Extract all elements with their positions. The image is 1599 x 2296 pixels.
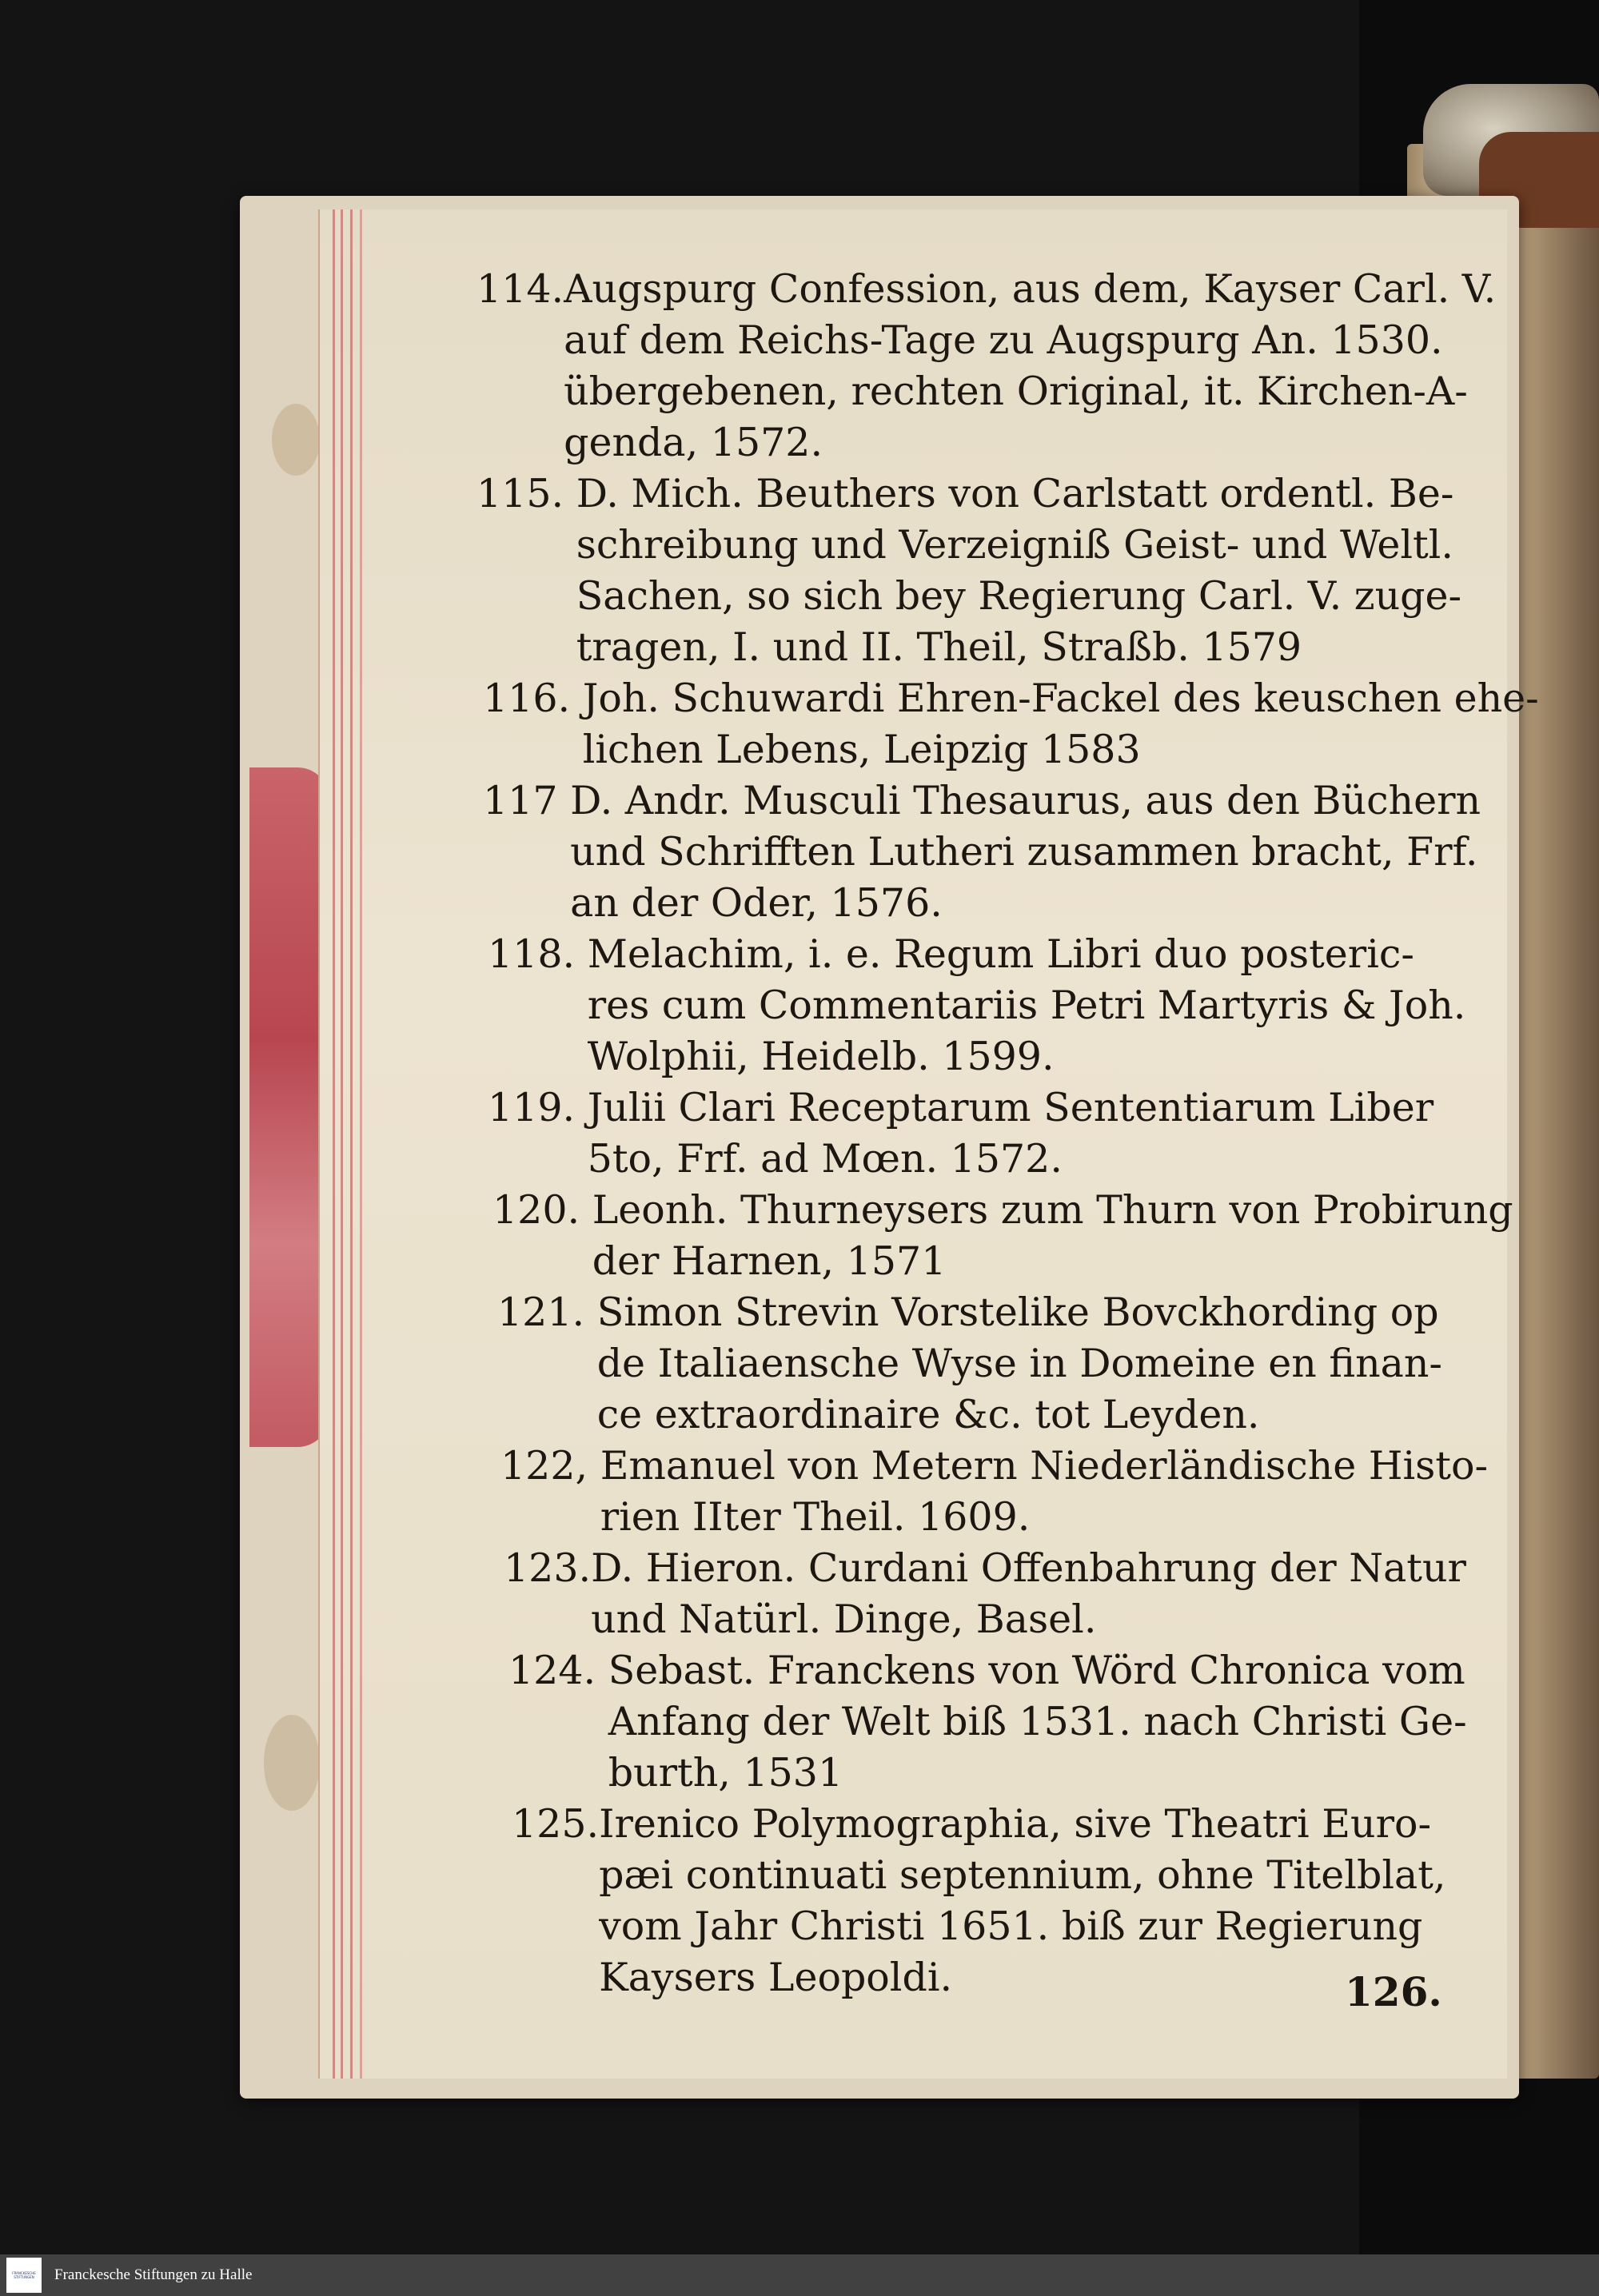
catalogue-entry <box>477 264 1497 468</box>
catalogue-entry <box>492 1185 1513 1287</box>
cover-stain <box>264 1715 320 1811</box>
entry-line: Kaysers Leopoldi. <box>599 1955 953 2000</box>
entry-line: de Italiaensche Wyse in Domeine en finan- <box>596 1341 1442 1386</box>
entry-line: Wolphii, Heidelb. 1599. <box>587 1034 1055 1079</box>
entry-number: 122, <box>500 1443 600 1489</box>
entry-line: vom Jahr Christi 1651. biß zur Regierung <box>599 1903 1423 1949</box>
entry-line: und Schrifften Lutheri zusammen bracht, Frf. <box>570 829 1478 875</box>
entry-line: Sebast. Franckens von Wörd Chronica vom <box>608 1648 1465 1693</box>
entry-line: D. Andr. Musculi Thesaurus, aus den Büchern <box>570 778 1481 823</box>
entry-line: Joh. Schuwardi Ehren-Fackel des keuschen ehe- <box>582 676 1539 721</box>
entry-number: 116. <box>483 676 583 721</box>
institution-name: Franckesche Stiftungen zu Halle <box>54 2266 253 2283</box>
entry-number: 119. <box>488 1085 588 1130</box>
catalogue-entry <box>488 929 1466 1082</box>
entry-line: genda, 1572. <box>564 420 823 465</box>
footer-bar <box>0 2254 1599 2296</box>
entry-text <box>570 775 1481 929</box>
catalogue-entry <box>497 1287 1442 1441</box>
entry-line: pæi continuati septennium, ohne Titelblat, <box>599 1852 1446 1898</box>
margin-rule <box>360 209 362 2079</box>
margin-rule <box>333 209 335 2079</box>
entry-line: Anfang der Welt biß 1531. nach Christi Ge- <box>608 1699 1467 1744</box>
entry-line: an der Oder, 1576. <box>570 880 943 926</box>
entry-text <box>592 1185 1513 1287</box>
entry-line: Emanuel von Metern Niederländische Histo- <box>600 1443 1489 1489</box>
entry-line: der Harnen, 1571 <box>592 1238 947 1284</box>
catalogue-entry <box>488 1082 1436 1185</box>
entry-text <box>583 673 1539 775</box>
institution-logo <box>6 2258 42 2293</box>
entry-number: 124. <box>508 1648 608 1693</box>
entry-number: 125. <box>512 1801 600 1847</box>
catalogue-entry <box>483 673 1539 775</box>
catalogue-entries <box>477 264 1539 2003</box>
entry-line: rien IIter Theil. 1609. <box>600 1494 1031 1540</box>
red-marbled-flap <box>249 767 329 1447</box>
entry-line: D. Mich. Beuthers von Carlstatt ordentl. Be- <box>576 471 1454 516</box>
logo-text: FRANCKESCHE STIFTUNGEN <box>12 2271 36 2279</box>
entry-number: 117 <box>483 778 571 823</box>
entry-text <box>588 1082 1436 1185</box>
margin-rule <box>341 209 343 2079</box>
entry-text <box>608 1645 1467 1799</box>
entry-text <box>600 1441 1488 1543</box>
entry-line: Sachen, so sich bey Regierung Carl. V. zuge- <box>576 573 1462 619</box>
entry-number: 115. <box>477 471 576 516</box>
entry-line: burth, 1531 <box>608 1750 843 1796</box>
entry-line: tragen, I. und II. Theil, Straßb. 1579 <box>576 624 1302 670</box>
entry-text <box>597 1287 1442 1441</box>
page-number: 126. <box>1345 1968 1442 2015</box>
entry-line: Leonh. Thurneysers zum Thurn von Probirung <box>592 1187 1513 1233</box>
entry-line: Simon Strevin Vorstelike Bovckhording op <box>596 1290 1439 1335</box>
entry-line: ce extraordinaire &c. tot Leyden. <box>596 1392 1260 1437</box>
catalogue-entry <box>500 1441 1489 1543</box>
catalogue-entry <box>504 1543 1466 1645</box>
catalogue-entry <box>483 775 1481 929</box>
entry-text <box>591 1543 1466 1645</box>
entry-number: 120. <box>492 1187 592 1233</box>
entry-line: Irenico Polymographia, sive Theatri Euro- <box>599 1801 1432 1847</box>
entry-line: D. Hieron. Curdani Offenbahrung der Natur <box>591 1545 1466 1591</box>
entry-text <box>564 264 1496 468</box>
entry-text <box>576 468 1461 673</box>
entry-line: Augspurg Confession, aus dem, Kayser Carl. V. <box>564 266 1497 312</box>
entry-text <box>599 1799 1445 2003</box>
entry-line: übergebenen, rechten Original, it. Kirchen-A- <box>564 369 1468 414</box>
catalogue-entry <box>508 1645 1467 1799</box>
entry-line: und Natürl. Dinge, Basel. <box>591 1596 1097 1642</box>
entry-text <box>588 929 1466 1082</box>
entry-number: 121. <box>497 1290 597 1335</box>
catalogue-entry <box>477 468 1462 673</box>
entry-line: auf dem Reichs-Tage zu Augspurg An. 1530. <box>564 317 1443 363</box>
entry-number: 114. <box>477 266 564 312</box>
entry-line: res cum Commentariis Petri Martyris & Joh. <box>587 983 1466 1028</box>
margin-rule <box>350 209 353 2079</box>
entry-number: 118. <box>488 931 588 977</box>
catalogue-entry <box>512 1799 1446 2003</box>
cover-stain <box>272 404 320 476</box>
entry-line: Julii Clari Receptarum Sententiarum Liber <box>587 1085 1434 1130</box>
entry-number: 123. <box>504 1545 592 1591</box>
entry-line: lichen Lebens, Leipzig 1583 <box>582 727 1141 772</box>
entry-line: Melachim, i. e. Regum Libri duo posteric- <box>587 931 1414 977</box>
entry-line: 5to, Frf. ad Mœn. 1572. <box>587 1136 1063 1182</box>
entry-line: schreibung und Verzeigniß Geist- und Weltl. <box>576 522 1453 568</box>
